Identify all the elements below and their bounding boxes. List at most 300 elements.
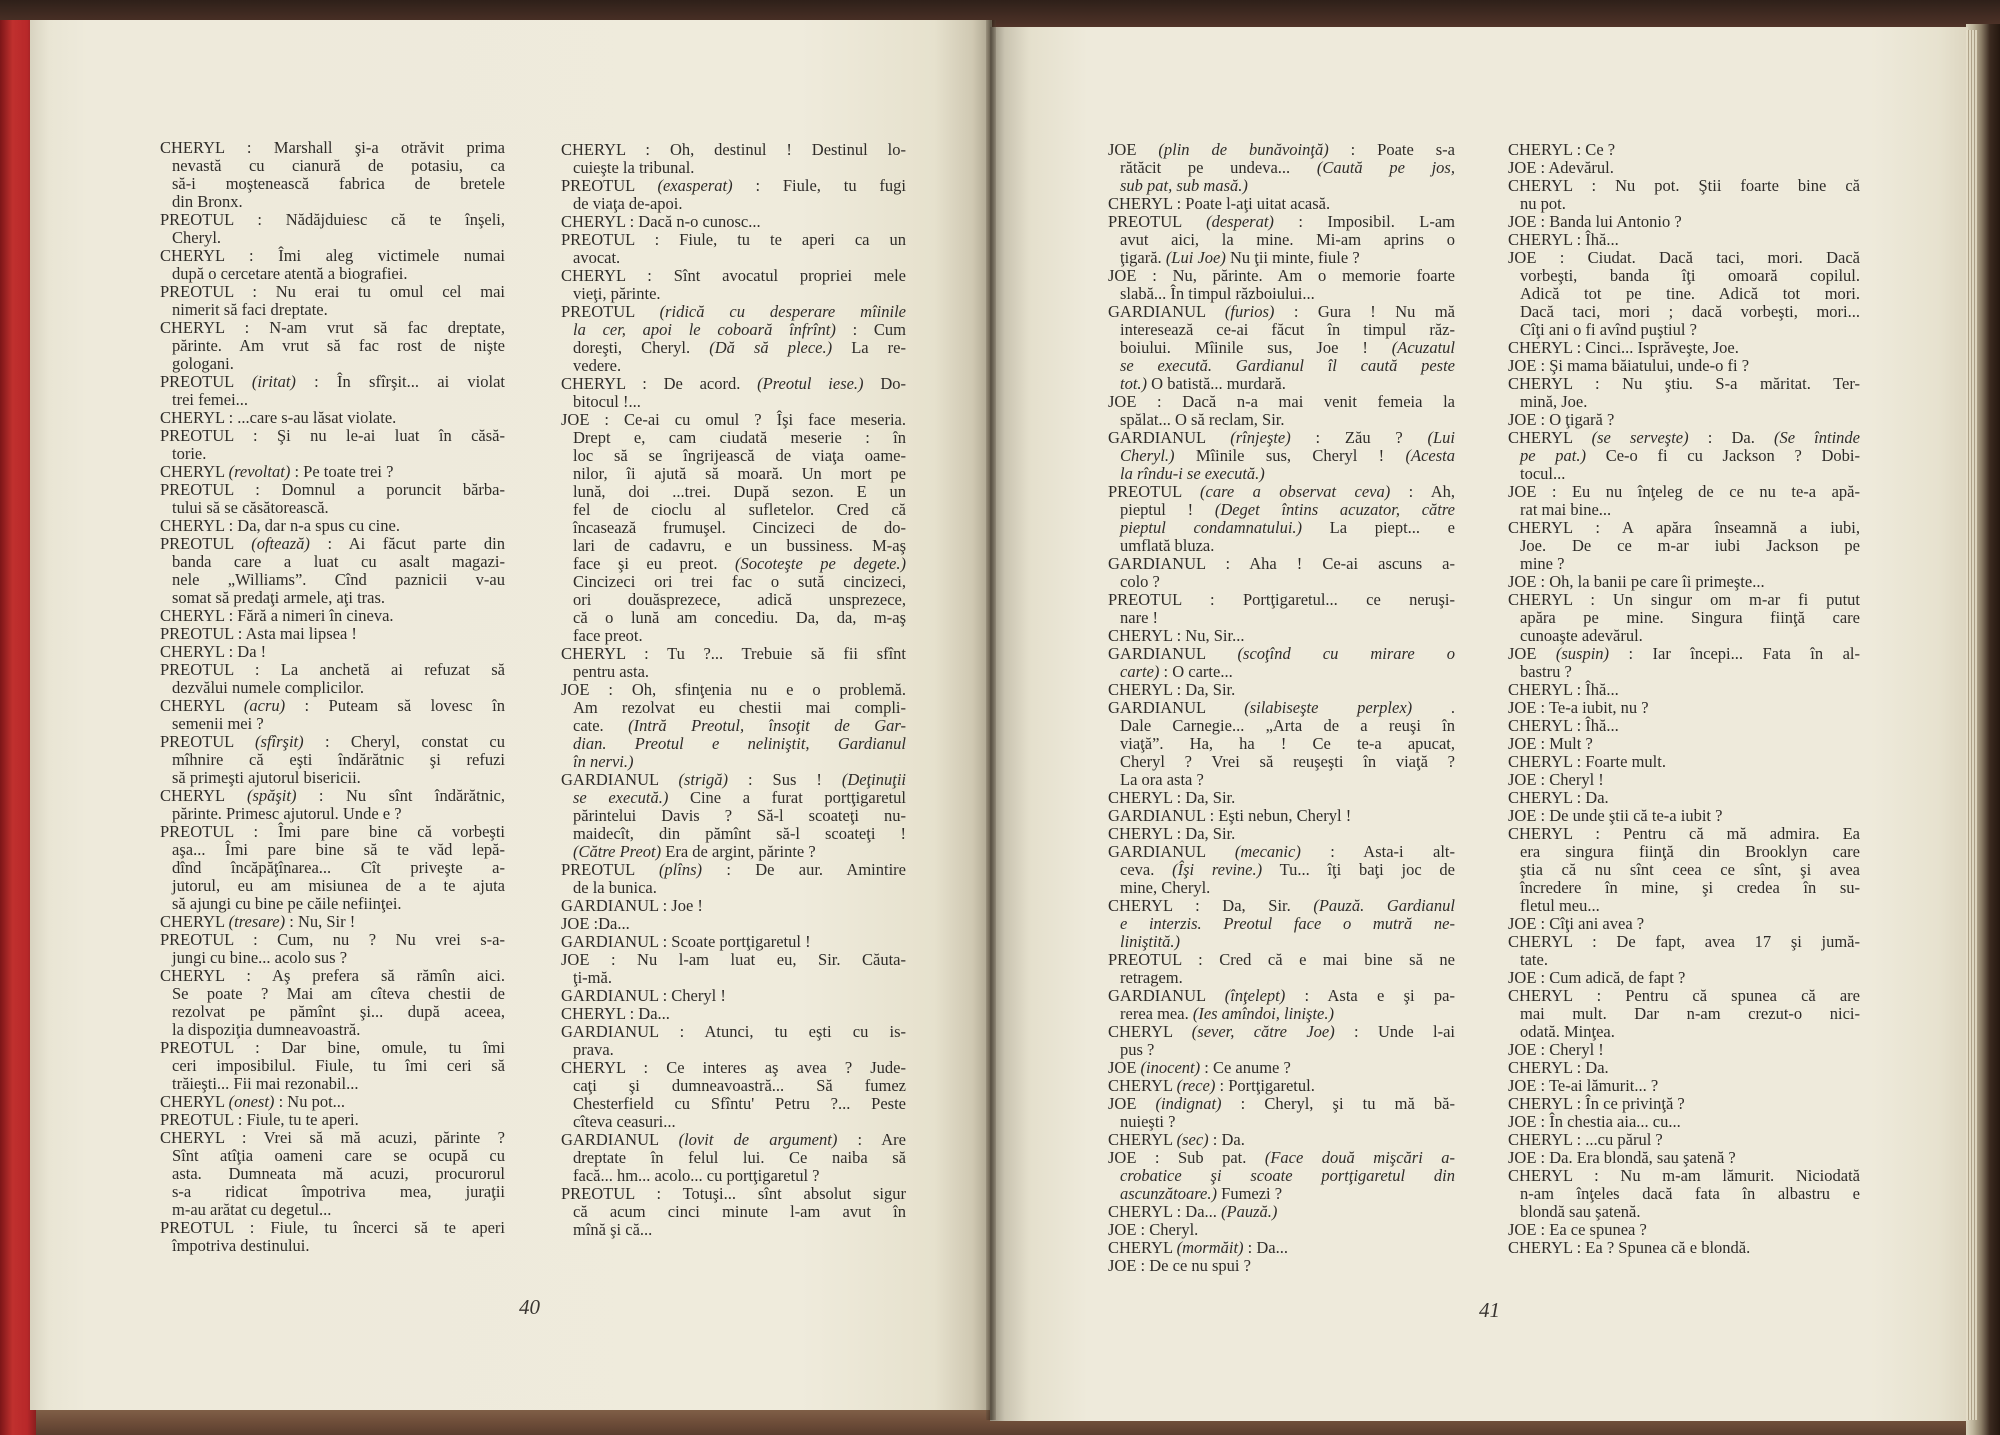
stage-direction: (sfîrşit) (255, 732, 304, 751)
dialogue-text: vedere. (573, 356, 622, 375)
text-line (561, 627, 906, 645)
dialogue-text: CHERYL : Da, dar n-a spus cu cine. (160, 516, 400, 535)
dialogue-text: JOE : Ea ce spunea ? (1508, 1220, 1647, 1239)
stage-direction: (spăşit) (246, 786, 297, 805)
dialogue-text: PREOTUL : Fiule, tu încerci să te aperi (160, 1218, 505, 1237)
text-line (160, 535, 505, 553)
text-line (1508, 1041, 1860, 1059)
text-line (561, 897, 906, 915)
dialogue-text: banda care a luat cu asalt magazi- (172, 552, 505, 571)
dialogue-text: Mîinile sus, Cheryl ! (1174, 446, 1406, 465)
speech (1508, 771, 1860, 789)
text-line (1108, 519, 1455, 537)
stage-direction: (Socoteşte pe degete.) (734, 554, 906, 573)
dialogue-text: CHERYL : Da. (1508, 1058, 1609, 1077)
text-line (561, 663, 906, 681)
speech (561, 861, 906, 897)
text-line (160, 733, 505, 751)
speech (1508, 375, 1860, 411)
text-line (160, 1093, 505, 1111)
text-line (1108, 645, 1455, 663)
page-40-column-2 (561, 141, 906, 1239)
speech (1508, 429, 1860, 483)
text-line (1508, 213, 1860, 231)
dialogue-text: vorbeşti, banda îţi omoară copilul. (1520, 266, 1860, 285)
stage-direction: (inocent) (1140, 1058, 1201, 1077)
dialogue-text: . (1412, 698, 1456, 717)
speech (561, 213, 906, 231)
dialogue-text: bastru ? (1520, 662, 1572, 681)
dialogue-text: JOE : Cum adică, de fapt ? (1508, 968, 1686, 987)
dialogue-text: CHERYL : Pentru că spunea că are (1508, 986, 1860, 1005)
dialogue-text: : Asta-i alt- (1300, 842, 1455, 861)
text-line (1508, 789, 1860, 807)
speech (160, 913, 505, 931)
text-line (1108, 843, 1455, 861)
dialogue-text: loc să se îngrijească de viaţa oame- (573, 446, 906, 465)
dialogue-text: : Pe toate trei ? (290, 462, 394, 481)
speech (1508, 681, 1860, 699)
stage-direction: (tresare) (228, 912, 286, 931)
stage-direction: (Caută pe jos, (1316, 158, 1455, 177)
speech (561, 1131, 906, 1185)
text-line (561, 951, 906, 969)
dialogue-text: dezvălui numele complicilor. (172, 678, 364, 697)
speech (1108, 591, 1455, 627)
text-line (160, 625, 505, 643)
text-line (1108, 879, 1455, 897)
dialogue-text: Fumezi ? (1217, 1184, 1283, 1203)
dialogue-text: prava. (573, 1040, 614, 1059)
text-line (1108, 303, 1455, 321)
text-line (1108, 1041, 1455, 1059)
dialogue-text: CHERYL (160, 912, 229, 931)
text-line (160, 337, 505, 355)
stage-direction: (revoltat) (228, 462, 291, 481)
dialogue-text: La piept... e (1302, 518, 1455, 537)
dialogue-text: GARDIANUL (1108, 428, 1231, 447)
dialogue-text: GARDIANUL (561, 1130, 679, 1149)
dialogue-text: : Da. (1208, 1130, 1245, 1149)
dialogue-text: de la bunica. (573, 878, 657, 897)
dialogue-text: : Sus ! (727, 770, 842, 789)
speech (1508, 1239, 1860, 1257)
text-line (1508, 1059, 1860, 1077)
dialogue-text: trei femei... (172, 390, 249, 409)
text-line (1508, 231, 1860, 249)
dialogue-text: CHERYL : Îhă... (1508, 230, 1619, 249)
dialogue-text: CHERYL : Oh, destinul ! Destinul lo- (561, 140, 906, 159)
dialogue-text: pentru asta. (573, 662, 650, 681)
text-line (160, 1147, 505, 1165)
text-line (1508, 987, 1860, 1005)
dialogue-text: : De aur. Amintire (702, 860, 906, 879)
dialogue-text: CHERYL : ...cu părul ? (1508, 1130, 1663, 1149)
dialogue-text: să-i moştenească fabrica de bretele (172, 174, 505, 193)
text-line (1108, 1203, 1455, 1221)
dialogue-text: gologani. (172, 354, 234, 373)
text-line (1108, 159, 1455, 177)
dialogue-text: semenii mei ? (172, 714, 264, 733)
dialogue-text: părinte. Primesc ajutorul. Unde e ? (172, 804, 402, 823)
dialogue-text: după o cercetare atentă a biografiei. (172, 264, 408, 283)
text-line (561, 717, 906, 735)
text-line (160, 1039, 505, 1057)
dialogue-text: Chesterfield cu Sfîntu' Petru ?... Peste (573, 1094, 906, 1113)
text-line (160, 679, 505, 697)
dialogue-text: CHERYL : Ce ? (1508, 140, 1616, 159)
stage-direction: (strigă) (678, 770, 728, 789)
dialogue-text: CHERYL : Da, Sir. (1108, 680, 1236, 699)
dialogue-text: : Ce anume ? (1200, 1058, 1291, 1077)
speech (160, 931, 505, 967)
dialogue-text: tate. (1520, 950, 1548, 969)
dialogue-text: GARDIANUL (1108, 698, 1245, 717)
dialogue-text: CHERYL : În ce privinţă ? (1508, 1094, 1685, 1113)
text-line (1108, 537, 1455, 555)
dialogue-text: mină, Joe. (1520, 392, 1588, 411)
speech (160, 625, 505, 643)
text-line (1508, 663, 1860, 681)
dialogue-text: face şi eu preot. (573, 554, 735, 573)
dialogue-text: caţi şi dumneavoastră... Să fumez (573, 1076, 906, 1095)
text-line (1508, 141, 1860, 159)
speech (1108, 1077, 1455, 1095)
text-line (160, 1165, 505, 1183)
text-line (160, 787, 505, 805)
speech (1108, 1149, 1455, 1203)
dialogue-text: : Unde l-ai (1334, 1022, 1455, 1041)
stage-direction: se execută. Gardianul îl caută peste (1120, 356, 1455, 375)
text-line (160, 967, 505, 985)
dialogue-text: O batistă... murdară. (1147, 374, 1286, 393)
dialogue-text: : O carte... (1159, 662, 1233, 681)
page-41-column-2 (1508, 141, 1860, 1257)
text-line (561, 1113, 906, 1131)
text-line (561, 213, 906, 231)
text-line (1108, 717, 1455, 735)
dialogue-text: cîteva ceasuri... (573, 1112, 676, 1131)
dialogue-text: JOE : Dacă n-a mai venit femeia la (1108, 392, 1455, 411)
dialogue-text: că acum cinci minute l-am avut în (573, 1202, 906, 1221)
dialogue-text: PREOTUL (561, 176, 658, 195)
text-line (1108, 825, 1455, 843)
text-line (1508, 915, 1860, 933)
dialogue-text: Se poate ? Mai am cîteva chestii de (172, 984, 505, 1003)
text-line (561, 735, 906, 753)
text-line (1108, 375, 1455, 393)
dialogue-text: tului să se căsătorească. (172, 498, 329, 517)
speech (1508, 249, 1860, 339)
text-line (160, 427, 505, 445)
text-line (561, 519, 906, 537)
dialogue-text: CHERYL : Nu pot. Ştii foarte bine că (1508, 176, 1860, 195)
dialogue-text: PREOTUL : Dar bine, omule, tu îmi (160, 1038, 505, 1057)
dialogue-text: ţi-mă. (573, 968, 612, 987)
stage-direction: (acru) (243, 696, 286, 715)
dialogue-text: CHERYL (160, 696, 244, 715)
page-gutter (986, 20, 996, 1420)
speech (1108, 1059, 1455, 1077)
text-line (561, 285, 906, 303)
text-line (1508, 159, 1860, 177)
dialogue-text: pieptul ! (1120, 500, 1215, 519)
stage-direction: (sec) (1176, 1130, 1209, 1149)
text-line (561, 429, 906, 447)
text-line (1108, 483, 1455, 501)
dialogue-text: JOE : În chestia aia... cu... (1508, 1112, 1681, 1131)
stage-direction: (onest) (228, 1092, 275, 1111)
text-line (1508, 1239, 1860, 1257)
text-line (160, 283, 505, 301)
text-line (1108, 141, 1455, 159)
text-line (1508, 1005, 1860, 1023)
text-line (160, 1183, 505, 1201)
speech (160, 211, 505, 247)
dialogue-text: blondă sau şatenă. (1520, 1202, 1641, 1221)
speech (1508, 1041, 1860, 1059)
text-line (160, 499, 505, 517)
dialogue-text: CHERYL : N-am vrut să fac dreptate, (160, 318, 505, 337)
text-line (561, 1221, 906, 1239)
text-line (1108, 699, 1455, 717)
dialogue-text: Sînt atîţia oameni care se ocupă cu (172, 1146, 505, 1165)
dialogue-text: GARDIANUL : Joe ! (561, 896, 703, 915)
speech (1508, 1077, 1860, 1095)
dialogue-text: era singura fiinţă din Brooklyn care (1520, 842, 1860, 861)
dialogue-text: împotriva destinului. (172, 1236, 310, 1255)
dialogue-text: Adică tot pe tine. Adică tot mori. (1520, 284, 1860, 303)
text-line (1508, 609, 1860, 627)
speech (1108, 393, 1455, 429)
speech (1108, 843, 1455, 897)
speech (561, 141, 906, 177)
dialogue-text: JOE (1108, 140, 1159, 159)
stage-direction: (rece) (1176, 1076, 1216, 1095)
dialogue-text: CHERYL : Foarte mult. (1508, 752, 1666, 771)
speech (1508, 753, 1860, 771)
speech (160, 733, 505, 787)
dialogue-text: odată. Minţea. (1520, 1022, 1615, 1041)
text-line (1108, 447, 1455, 465)
speech (561, 411, 906, 645)
text-line (1508, 393, 1860, 411)
dialogue-text: JOE : Cîţi ani avea ? (1508, 914, 1645, 933)
dialogue-text: : Ah, (1390, 482, 1455, 501)
dialogue-text: : Puteam să lovesc în (285, 696, 505, 715)
dialogue-text: nilor, îi ajută să moară. Un mort pe (573, 464, 906, 483)
speech (561, 267, 906, 303)
text-line (1108, 267, 1455, 285)
text-line (1108, 1221, 1455, 1239)
dialogue-text: PREOTUL : Fiule, tu te aperi. (160, 1110, 359, 1129)
dialogue-text: Dale Carnegie... „Arta de a reuşi în (1120, 716, 1455, 735)
text-line (160, 895, 505, 913)
speech (160, 427, 505, 463)
page-number: 40 (519, 1295, 540, 1319)
text-line (561, 159, 906, 177)
dialogue-text: mînă şi că... (573, 1220, 653, 1239)
dialogue-text: rerea mea. (1120, 1004, 1193, 1023)
speech (1108, 681, 1455, 699)
speech (1108, 897, 1455, 951)
text-line (1108, 969, 1455, 987)
text-line (160, 247, 505, 265)
text-line (561, 465, 906, 483)
speech (1508, 789, 1860, 807)
stage-direction: dian. Preotul e neliniştit, Gardianul (573, 734, 906, 753)
dialogue-text: PREOTUL (1108, 482, 1201, 501)
dialogue-text: JOE : Adevărul. (1508, 158, 1614, 177)
text-line (160, 751, 505, 769)
text-line (160, 355, 505, 373)
dialogue-text: din Bronx. (172, 192, 243, 211)
dialogue-text: CHERYL : Da, Sir. (1108, 896, 1314, 915)
dialogue-text: CHERYL : De acord. (561, 374, 758, 393)
stage-direction: (Către Preot) (573, 842, 662, 861)
text-line (160, 769, 505, 787)
text-line (561, 321, 906, 339)
dialogue-text: : Da. (1688, 428, 1774, 447)
text-line (160, 1237, 505, 1255)
dialogue-text: rat mai bine... (1520, 500, 1612, 519)
dialogue-text: CHERYL : Marshall şi-a otrăvit prima (160, 138, 505, 157)
text-line (1508, 177, 1860, 195)
dialogue-text: CHERYL : Tu ?... Trebuie să fii sfînt (561, 644, 906, 663)
dialogue-text: CHERYL (160, 786, 247, 805)
dialogue-text: dînd încăpăţînarea... Cît priveşte a- (172, 858, 505, 877)
speech (1508, 483, 1860, 519)
speech (561, 375, 906, 411)
speech (1508, 231, 1860, 249)
text-line (561, 267, 906, 285)
text-line (1508, 879, 1860, 897)
text-line (1108, 915, 1455, 933)
speech (160, 481, 505, 517)
dialogue-text: Cheryl ? Vrei să reuşeşti în viaţă ? (1120, 752, 1455, 771)
text-line (1108, 1149, 1455, 1167)
dialogue-text: umflată bluza. (1120, 536, 1215, 555)
dialogue-text: GARDIANUL (561, 770, 679, 789)
stage-direction: crobatice şi scoate portţigaretul din (1120, 1166, 1455, 1185)
text-line (160, 877, 505, 895)
speech (160, 319, 505, 373)
speech (561, 1185, 906, 1239)
dialogue-text: viaţă”. Ha, ha ! Ce te-a apucat, (1120, 734, 1455, 753)
dialogue-text: Drept e, cam ciudată meserie : în (573, 428, 906, 447)
speech (160, 787, 505, 823)
text-line (561, 1023, 906, 1041)
stage-direction: (Lui (1427, 428, 1456, 447)
dialogue-text: : Fiule, tu fugi (732, 176, 907, 195)
speech (561, 1059, 906, 1131)
dialogue-text: JOE : Banda lui Antonio ? (1508, 212, 1682, 231)
dialogue-text: CHERYL : De fapt, avea 17 şi jumă- (1508, 932, 1860, 951)
text-line (1108, 339, 1455, 357)
text-line (561, 681, 906, 699)
text-line (561, 1095, 906, 1113)
dialogue-text: Era de argint, părinte ? (661, 842, 816, 861)
dialogue-text: face preot. (573, 626, 643, 645)
dialogue-text: Am rezolvat eu chestii mai compli- (573, 698, 906, 717)
dialogue-text: slabă... În timpul războiului... (1120, 284, 1315, 303)
dialogue-text: mîhnire că eşti îndărătnic şi refuzi (172, 750, 505, 769)
stage-direction: (mecanic) (1234, 842, 1301, 861)
speech (1108, 807, 1455, 825)
stage-direction: (Ies amîndoi, linişte.) (1192, 1004, 1334, 1023)
speech (1508, 717, 1860, 735)
text-line (1508, 321, 1860, 339)
stage-direction: (suspin) (1555, 644, 1610, 663)
text-line (160, 193, 505, 211)
stage-direction: Cheryl.) (1120, 446, 1175, 465)
stage-direction: (Preotul iese.) (757, 374, 864, 393)
dialogue-text: CHERYL : Un singur om m-ar fi putut (1508, 590, 1860, 609)
dialogue-text: JOE : Da. Era blondă, sau şatenă ? (1508, 1148, 1736, 1167)
text-line (561, 843, 906, 861)
text-line (1108, 897, 1455, 915)
speech (1108, 789, 1455, 807)
dialogue-text: cuieşte la tribunal. (573, 158, 695, 177)
text-line (1508, 933, 1860, 951)
text-line (1108, 1239, 1455, 1257)
text-line (1508, 411, 1860, 429)
stage-direction: (furios) (1224, 302, 1275, 321)
speech (1508, 159, 1860, 177)
text-line (1508, 537, 1860, 555)
dialogue-text: părinte. Am vrut să fac rost de nişte (172, 336, 505, 355)
text-line (1508, 555, 1860, 573)
stage-direction: (se serveşte) (1591, 428, 1689, 447)
speech (1508, 807, 1860, 825)
speech (1508, 1095, 1860, 1113)
text-line (160, 1003, 505, 1021)
text-line (160, 1111, 505, 1129)
speech (1108, 1131, 1455, 1149)
text-line (160, 409, 505, 427)
dialogue-text: : Da... (1243, 1238, 1288, 1257)
dialogue-text: CHERYL : Vrei să mă acuzi, părinte ? (160, 1128, 505, 1147)
text-line (561, 483, 906, 501)
text-line (160, 211, 505, 229)
dialogue-text: că o lună am concediu. Da, da, m-aş (573, 608, 906, 627)
text-line (1508, 465, 1860, 483)
dialogue-text: trăieşti... Fii mai rezonabil... (172, 1074, 359, 1093)
dialogue-text: GARDIANUL (1108, 986, 1225, 1005)
dialogue-text: CHERYL : Îhă... (1508, 680, 1619, 699)
speech (1508, 933, 1860, 969)
speech (1108, 213, 1455, 267)
dialogue-text: mine, Cheryl. (1120, 878, 1211, 897)
dialogue-text: asta. Dumneata mă acuzi, procurorul (172, 1164, 505, 1183)
text-line (561, 1185, 906, 1203)
stage-direction: (Acesta (1405, 446, 1455, 465)
speech (1508, 177, 1860, 213)
text-line (1108, 789, 1455, 807)
text-line (1508, 843, 1860, 861)
stage-direction: (înţelept) (1224, 986, 1286, 1005)
text-line (561, 375, 906, 393)
dialogue-text: JOE : Oh, sfinţenia nu e o problemă. (561, 680, 906, 699)
text-line (1108, 429, 1455, 447)
text-line (1108, 951, 1455, 969)
text-line (1508, 285, 1860, 303)
speech (1508, 519, 1860, 573)
speech (160, 1129, 505, 1219)
speech (1508, 699, 1860, 717)
speech (1108, 699, 1455, 789)
text-line (1108, 1023, 1455, 1041)
